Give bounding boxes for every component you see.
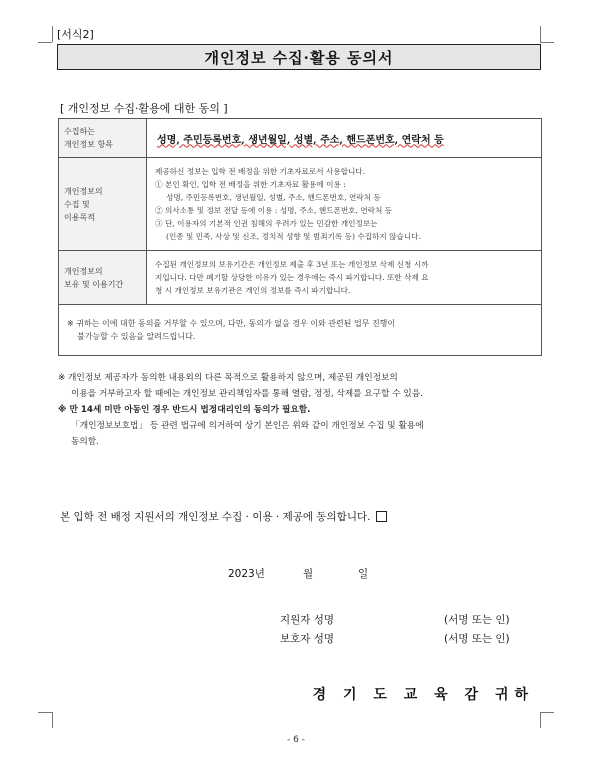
table-row-purpose [59,158,542,251]
agreement-statement [60,509,387,524]
document-title-text: 개인정보 수집·활용 동의서 [204,48,394,67]
table-row-note [59,305,542,356]
page-number: - 6 - [287,735,305,745]
date-year: 2023년 [228,568,265,580]
table-row-retention [59,251,542,305]
date-month: 월 [303,568,314,580]
crop-mark-br-h [540,712,554,713]
applicant-sign-note: (서명 또는 인) [444,614,510,626]
crop-mark-bl-h [38,712,52,713]
table-row-items [59,119,542,158]
agreement-checkbox[interactable] [376,511,387,522]
value-retention: 수집된 개인정보의 보유기간은 개인정보 제출 후 3년 또는 개인정보 삭제 신청 시까 지입니다. 다만 폐기할 상당한 이유가 있는 경우에는 즉시 파기합니다. 또한 삭제 요 청 시 개인정보 보유기관은 개인의 정보를 즉시 파기합니다. [147,251,542,305]
guardian-name-label: 보호자 성명 [280,633,335,645]
notice-paragraph: ※ 개인정보 제공자가 동의한 내용외의 다른 목적으로 활용하지 않으며, 제공된 개인정보의 이용을 거부하고자 할 때에는 개인정보 관리책임자를 통해 열람, 정정, 삭제를 요구할 수 있음. ※ 만 14세 미만 아동인 경우 반드시 법정대리인의 동의가 필요함. 「개인정보보호법」 등 관련 법규에 의거하여 상기 본인은 위와 같이 개인정보 수집 및 활용에 동의함. [58,373,424,447]
label-collected-items: 수집하는 개인정보 항목 [59,119,147,158]
refusal-notice: ※ 귀하는 이에 대한 동의를 거부할 수 있으며, 다만, 동의가 없을 경우 이와 관련된 업무 진행이 불가능할 수 있음을 알려드립니다. [59,305,542,356]
crop-mark-tl-h [38,42,52,43]
crop-mark-tl-v [52,26,53,42]
form-label: [서식2] [57,28,94,41]
date-day: 일 [358,568,369,580]
document-title [57,44,541,70]
crop-mark-tr-h [540,42,554,43]
label-retention: 개인정보의 보유 및 이용기간 [59,251,147,305]
crop-mark-br-v [540,712,541,728]
consent-table [58,118,542,356]
label-purpose: 개인정보의 수집 및 이용목적 [59,158,147,251]
value-collected-items: 성명, 주민등록번호, 생년월일, 성별, 주소, 핸드폰번호, 연락처 등 [147,119,542,158]
applicant-name-label: 지원자 성명 [280,614,335,626]
crop-mark-bl-v [52,712,53,728]
crop-mark-tr-v [540,26,541,42]
guardian-sign-note: (서명 또는 인) [444,633,510,645]
addressee: 경 기 도 교 육 감 귀하 [312,687,534,703]
section-heading: [ 개인정보 수집·활용에 대한 동의 ] [60,102,228,115]
agreement-text: 본 입학 전 배정 지원서의 개인정보 수집 · 이용 · 제공에 동의합니다. [60,511,371,523]
value-purpose: 제공하신 정보는 입학 전 배정을 위한 기초자료로서 사용합니다. ① 본인 확인, 입학 전 배정을 위한 기초자료 활용에 이용 : 성명, 주민등록번호, 생년월일, 성별, 주소, 핸드폰번호, 연락처 등 ② 의사소통 및 정보 전달 등에 이용 : 성명, 주소, 핸드폰번호, 연락처 등 ③ 단, 이용자의 기본적 인권 침해의 우려가 있는 민감한 개인정보는 (인종 및 민족, 사상 및 신조, 정치적 성향 및 범죄기록 등) 수집하지 않습니다. [147,158,542,251]
